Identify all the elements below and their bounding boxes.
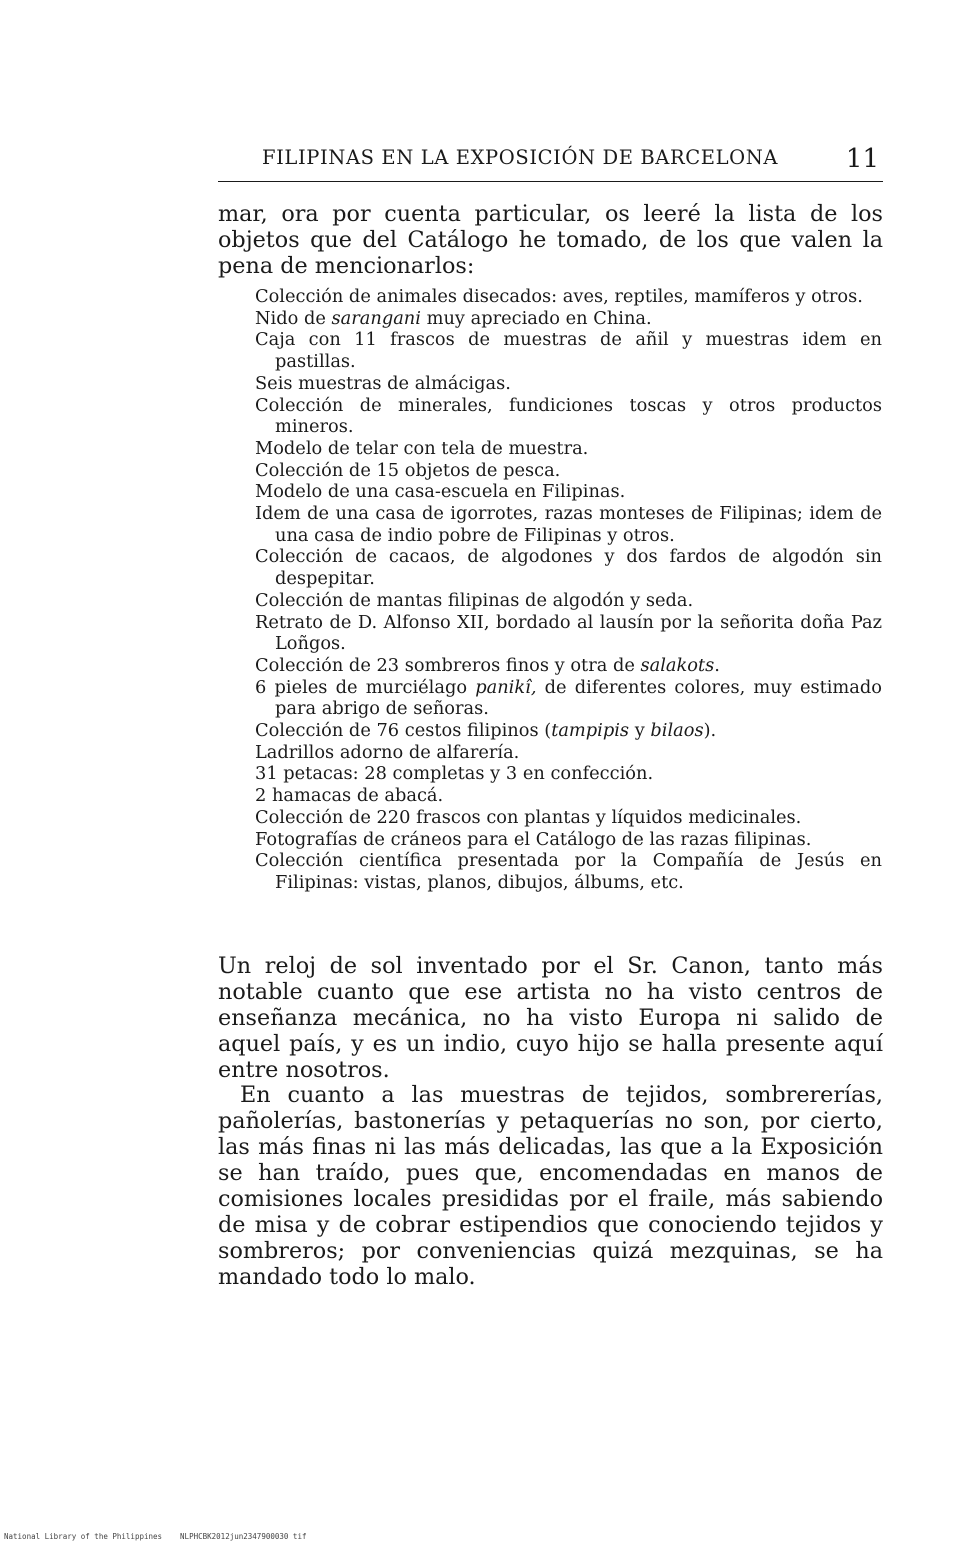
list-item: Colección de cacaos, de algodones y dos fardos de algodón sin despepitar. [255, 546, 882, 590]
list-item: Seis muestras de almácigas. [255, 372, 511, 394]
list-item: Retrato de D. Alfonso XII, bordado al lausín por la señorita doña Paz Loñgos. [255, 611, 882, 655]
list-item: Colección de minerales, fundiciones toscas y otros productos mineros. [255, 394, 882, 438]
footer-file-id: NLPHCBK2012jun2347900030 tif [180, 1532, 307, 1541]
running-head [218, 144, 883, 178]
list-item: Nido de sarangani muy apreciado en China. [255, 307, 652, 329]
body-paragraph-1: Un reloj de sol inventado por el Sr. Canon, tanto más notable cuanto que ese artista no ha visto centros de enseñanza mecánica, no ha visto Europa ni salido de aquel país, y es un indio, cuyo hijo se halla presente aquí entre nosotros. [218, 953, 883, 1083]
scan-footer [4, 1532, 324, 1541]
list-item: Colección de 76 cestos filipinos (tampipis y bilaos). [255, 720, 717, 742]
header-rule [218, 181, 883, 182]
list-item: Ladrillos adorno de alfarería. [255, 741, 520, 763]
list-item: Colección de mantas filipinas de algodón y seda. [255, 589, 694, 611]
catalog-list [255, 286, 882, 894]
body-paragraph-2: En cuanto a las muestras de tejidos, sombrererías, pañolerías, bastonerías y petaquerías no son, por cierto, las más finas ni las más delicadas, las que a la Exposición se han traído, pues que, encomendadas en manos de comisiones locales presididas por el fraile, más sabiendo de misa y de cobrar estipendios que conociendo tejidos y sombreros; por conveniencias quizá mezquinas, se ha mandado todo lo malo. [218, 1082, 883, 1290]
list-item: Caja con 11 frascos de muestras de añil y muestras idem en pastillas. [255, 329, 882, 373]
list-item: Idem de una casa de igorrotes, razas monteses de Filipinas; idem de una casa de indio pobre de Filipinas y otros. [255, 503, 882, 546]
list-item: Colección científica presentada por la Compañía de Jesús en Filipinas: vistas, planos, dibujos, álbums, etc. [255, 850, 882, 893]
list-item: Colección de 15 objetos de pesca. [255, 459, 561, 481]
list-item: Colección de 220 frascos con plantas y líquidos medicinales. [255, 806, 802, 828]
list-item: 6 pieles de murciélago panikî, de diferentes colores, muy estimado para abrigo de señoras. [255, 676, 882, 720]
list-item: Modelo de una casa-escuela en Filipinas. [255, 481, 626, 503]
list-item: Colección de animales disecados: aves, reptiles, mamíferos y otros. [255, 286, 863, 307]
list-item: 2 hamacas de abacá. [255, 785, 444, 807]
list-item: Modelo de telar con tela de muestra. [255, 437, 589, 459]
running-title: FILIPINAS EN LA EXPOSICIÓN DE BARCELONA [262, 146, 779, 169]
footer-library: National Library of the Philippines [4, 1532, 163, 1541]
list-item: 31 petacas: 28 completas y 3 en confección. [255, 763, 654, 785]
intro-paragraph: mar, ora por cuenta particular, os leeré la lista de los objetos que del Catálogo he tomado, de los que valen la pena de mencionarlos: [218, 201, 883, 279]
list-item: Fotografías de cráneos para el Catálogo de las razas filipinas. [255, 828, 812, 850]
list-item: Colección de 23 sombreros finos y otra de salakots. [255, 654, 720, 676]
page-number: 11 [845, 144, 879, 174]
